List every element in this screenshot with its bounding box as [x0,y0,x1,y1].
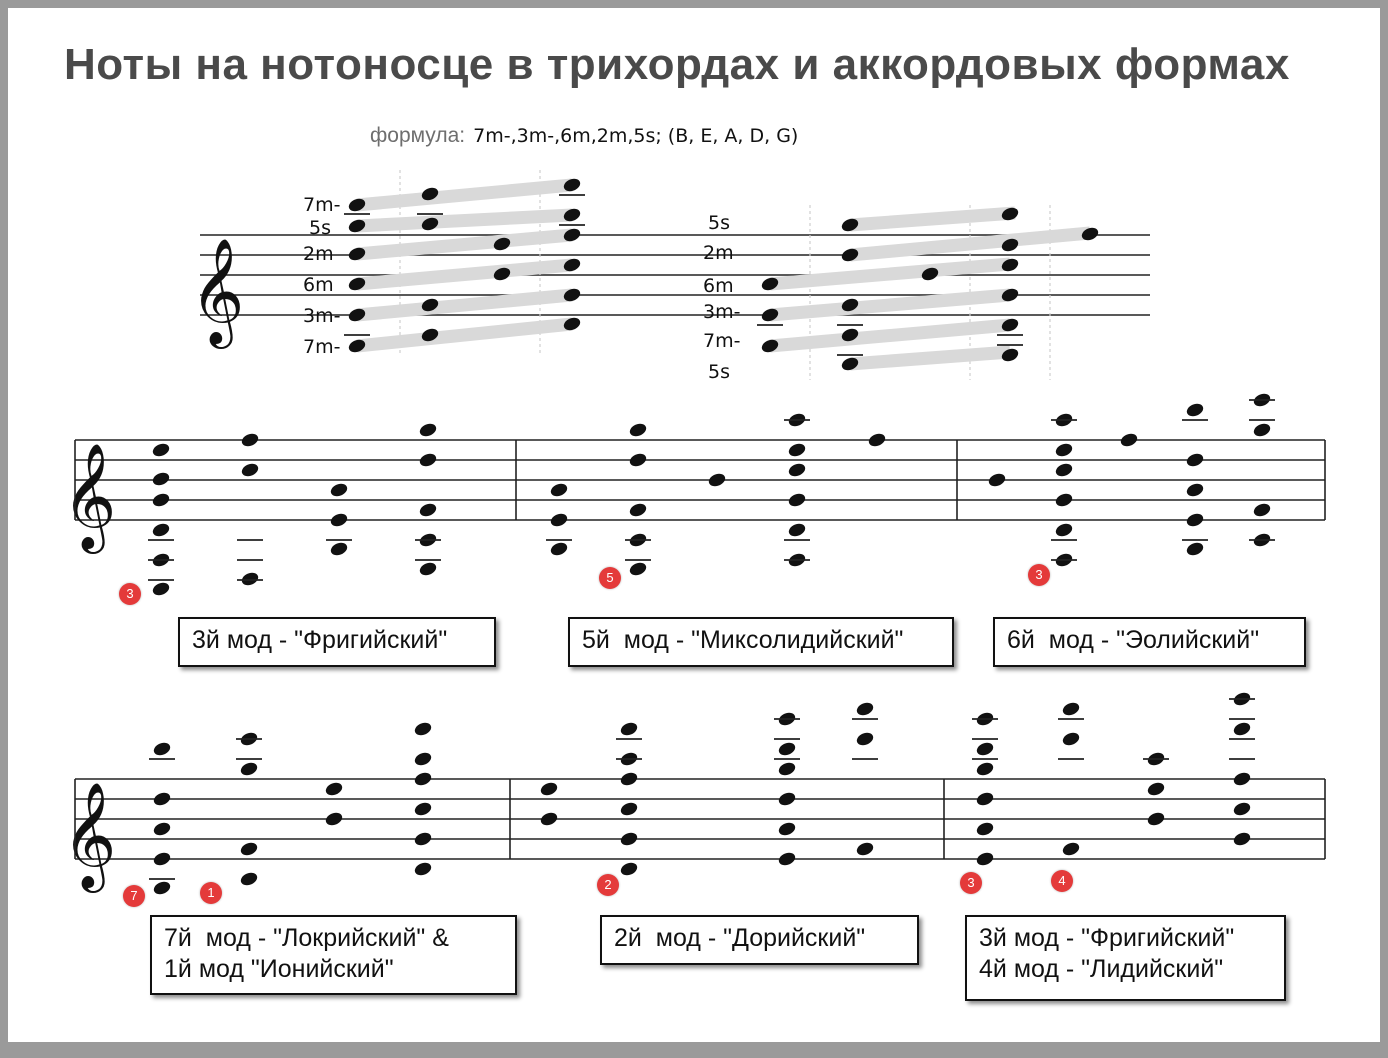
note-head-icon [1054,461,1074,478]
note-head-icon [413,750,433,767]
mode-label-line1: 3й мод - "Фригийский" [979,924,1235,952]
note-head-icon [1054,441,1074,458]
mode-label-line1: 7й мод - "Локрийский" & [164,924,449,952]
note-head-icon [777,740,797,757]
note-head-icon [619,770,639,787]
note-head-icon [418,501,438,518]
interval-label: 5s [309,217,331,239]
note-head-icon [619,860,639,877]
note-head-icon [240,461,260,478]
interval-label: 3m- [303,305,341,327]
treble-clef-icon: 𝄞 [190,237,245,344]
note-head-icon [329,481,349,498]
note-head-icon [867,431,887,448]
interval-highlight [850,213,1015,225]
page-title: Ноты на нотоносце в трихордах и аккордовых формах [64,40,1290,89]
interval-label: 6m [703,275,734,297]
treble-clef-icon: 𝄞 [62,781,117,888]
formula-value: 7m-,3m-,6m,2m,5s; (B, E, A, D, G) [473,125,799,147]
note-head-icon [707,471,727,488]
interval-label: 7m- [303,194,341,216]
note-head-icon [1232,800,1252,817]
note-head-icon [151,470,171,487]
note-head-icon [1232,770,1252,787]
note-head-icon [777,850,797,867]
note-head-icon [987,471,1007,488]
interval-label: 6m [303,274,334,296]
note-head-icon [787,441,807,458]
note-head-icon [1185,481,1205,498]
mode-box-phrygian [178,617,496,667]
mode-box-locrian-ionian [150,915,517,995]
note-head-icon [1232,720,1252,737]
note-head-icon [324,810,344,827]
note-head-icon [324,780,344,797]
note-head-icon [413,860,433,877]
mode-box-dorian [600,915,919,965]
note-head-icon [418,421,438,438]
note-head-icon [151,441,171,458]
mode-label: 5й мод - "Миксолидийский" [582,626,904,654]
mode-box-aeolian [993,617,1306,667]
note-head-icon [539,780,559,797]
mode-number-badge: 3 [960,872,982,894]
interval-label: 7m- [303,336,341,358]
note-head-icon [777,760,797,777]
note-head-icon [152,850,172,867]
note-head-icon [619,800,639,817]
note-head-icon [413,770,433,787]
mode-number-badge: 2 [597,874,619,896]
note-head-icon [1119,431,1139,448]
note-head-icon [151,580,171,597]
note-head-icon [239,870,259,887]
note-head-icon [628,501,648,518]
interval-label: 3m- [703,301,741,323]
note-head-icon [152,740,172,757]
note-head-icon [1185,401,1205,418]
note-head-icon [239,760,259,777]
interval-label: 2m [303,243,334,265]
mode-label: 3й мод - "Фригийский" [192,626,448,654]
note-head-icon [329,511,349,528]
interval-highlight [770,295,1010,315]
note-head-icon [1061,700,1081,717]
note-head-icon [975,790,995,807]
mode-number-badge: 5 [599,567,621,589]
note-head-icon [413,800,433,817]
note-head-icon [777,790,797,807]
note-head-icon [418,560,438,577]
note-head-icon [539,810,559,827]
note-head-icon [1146,780,1166,797]
mode-label-line2: 1й мод "Ионийский" [164,955,394,983]
note-head-icon [1185,540,1205,557]
note-head-icon [549,511,569,528]
note-head-icon [152,879,172,896]
note-head-icon [239,840,259,857]
note-head-icon [787,491,807,508]
note-head-icon [777,820,797,837]
mode-box-mixolydian [568,617,954,667]
interval-label: 2m [703,242,734,264]
note-head-icon [787,461,807,478]
note-head-icon [152,790,172,807]
note-head-icon [1252,501,1272,518]
mode-number-badge: 1 [200,882,222,904]
note-head-icon [418,451,438,468]
interval-highlight [850,352,1010,364]
mode-box-phrygian-lydian [965,915,1286,1001]
note-head-icon [1146,810,1166,827]
note-head-icon [1232,830,1252,847]
note-head-icon [329,540,349,557]
note-head-icon [1252,421,1272,438]
note-head-icon [628,421,648,438]
note-head-icon [1054,491,1074,508]
mode-label: 6й мод - "Эолийский" [1007,626,1260,654]
note-head-icon [628,560,648,577]
mode-number-badge: 7 [123,885,145,907]
note-head-icon [1061,730,1081,747]
note-head-icon [787,521,807,538]
formula-label: формула: [370,124,466,147]
mode-label-line2: 4й мод - "Лидийский" [979,955,1224,983]
mode-label-line1: 2й мод - "Дорийский" [614,924,866,952]
note-head-icon [619,720,639,737]
note-head-icon [975,820,995,837]
interval-highlight [770,325,1010,346]
note-head-icon [855,840,875,857]
mode-number-badge: 4 [1051,870,1073,892]
mode-number-badge: 3 [1028,564,1050,586]
mode-number-badge: 3 [119,583,141,605]
note-head-icon [549,481,569,498]
note-head-icon [1054,521,1074,538]
note-head-icon [413,830,433,847]
note-head-icon [855,730,875,747]
note-head-icon [855,700,875,717]
interval-highlight [770,264,1010,284]
note-head-icon [240,570,260,587]
note-head-icon [240,431,260,448]
treble-clef-icon: 𝄞 [62,442,117,549]
note-head-icon [151,491,171,508]
note-head-icon [1061,840,1081,857]
interval-label: 7m- [703,330,741,352]
note-head-icon [151,521,171,538]
note-head-icon [1185,451,1205,468]
note-head-icon [975,760,995,777]
note-head-icon [975,740,995,757]
interval-label: 5s [708,361,730,383]
note-head-icon [628,451,648,468]
note-head-icon [619,830,639,847]
staff-row-2 [62,690,1325,896]
staff-row-1 [62,391,1325,597]
note-head-icon [152,820,172,837]
note-head-icon [549,540,569,557]
note-head-icon [1185,511,1205,528]
note-head-icon [975,850,995,867]
note-head-icon [413,720,433,737]
interval-label: 5s [708,212,730,234]
